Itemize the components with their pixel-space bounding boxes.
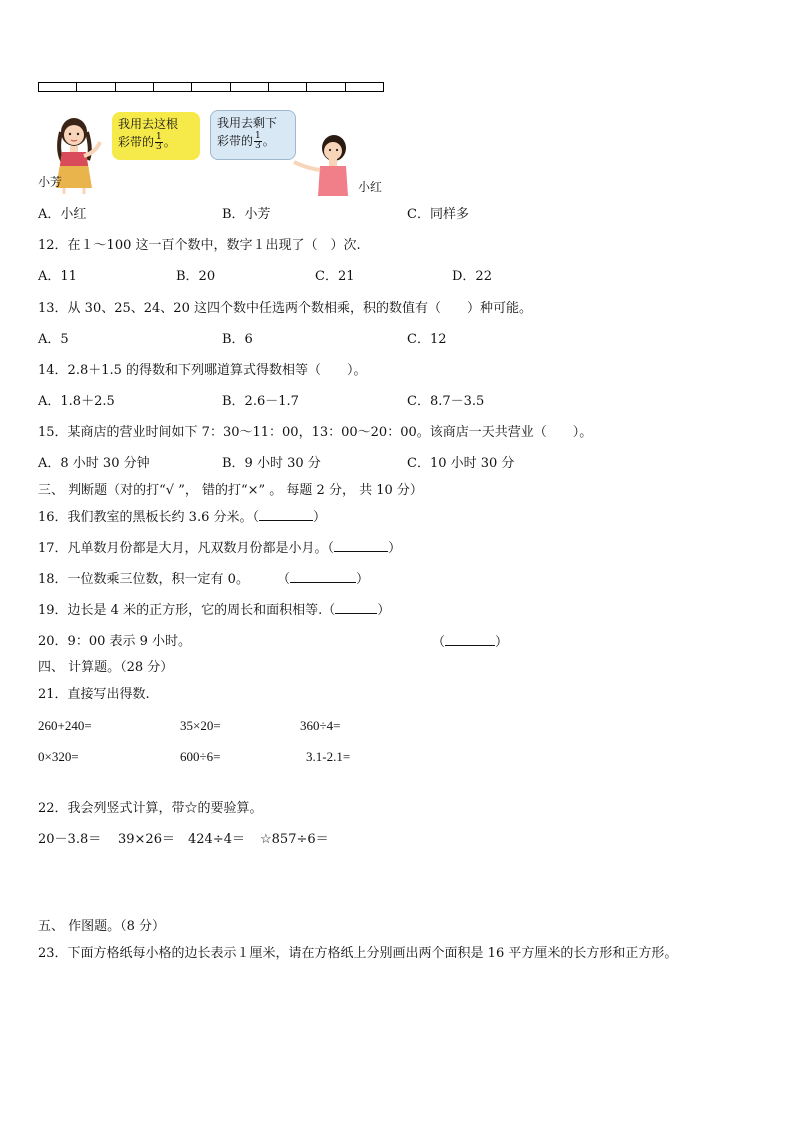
q22-item-1: 20－3.8＝ (38, 832, 102, 847)
q18-text: 18．一位数乘三位数，积一定有 0。 (38, 572, 249, 587)
q12-text: 12．在１～100 这一百个数中，数字１出现了（ ）次. (38, 238, 361, 253)
q11-option-a: A．小红 (38, 207, 87, 222)
q21-text: 21．直接写出得数. (38, 687, 150, 702)
bubble-right-line2: 彩带的 $\frac{1}{3}$ 。 (217, 131, 275, 151)
q15-option-b: B．9 小时 30 分 (222, 456, 321, 471)
q11-option-c: C．同样多 (407, 207, 469, 222)
section-4-heading: 四、 计算题。（28 分） (38, 660, 174, 675)
q23-text: 23．下面方格纸每小格的边长表示１厘米，请在方格纸上分别画出两个面积是 16 平方厘米的长方形和正方形。 (38, 946, 678, 961)
q19-text: 19．边长是 4 米的正方形，它的周长和面积相等. (38, 603, 323, 618)
q14-option-c: C．8.7－3.5 (407, 394, 485, 409)
q21-r1-c3: 360÷4= (300, 718, 341, 733)
q15-text: 15．某商店的营业时间如下 7：30～11：00，13：00～20：00。该商店一天共营业（ ）。 (38, 425, 593, 440)
q22-item-4: ☆857÷6＝ (260, 832, 329, 847)
q22-item-3: 424÷4＝ (188, 832, 245, 847)
q12-option-a: A．11 (38, 269, 77, 284)
q20-answer-blank[interactable] (445, 633, 495, 646)
q14-text: 14．2.8＋1.5 的得数和下列哪道算式得数相等（ ）。 (38, 363, 367, 378)
q19-answer-blank[interactable] (335, 601, 377, 614)
q16-row: 16．我们教室的黑板长约 3.6 分米。（ ） (38, 510, 327, 525)
q17-row: 17．凡单数月份都是大月，凡双数月份都是小月。（ ） (38, 541, 402, 556)
q12-option-d: D．22 (452, 269, 492, 284)
q21-r1-c1: 260+240= (38, 718, 92, 733)
q18-row: 18．一位数乘三位数，积一定有 0。 （ ） (38, 572, 369, 587)
section-3-heading: 三、 判断题（对的打“√ ”， 错的打“×” 。 每题 2 分， 共 10 分） (38, 483, 423, 498)
bubble-left-line2: 彩带的 $\frac{1}{3}$ 。 (118, 132, 176, 152)
girl-xiaohong-illustration (288, 132, 358, 196)
section-5-heading: 五、 作图题。（8 分） (38, 919, 166, 934)
q12-option-b: B．20 (176, 269, 216, 284)
q18-answer-blank[interactable] (290, 570, 356, 583)
q17-text: 17．凡单数月份都是大月，凡双数月份都是小月。 (38, 541, 328, 556)
q20-text: 20．9：00 表示 9 小时。 (38, 634, 192, 649)
q17-answer-blank[interactable] (334, 539, 388, 552)
q11-option-b: B．小芳 (222, 207, 271, 222)
q21-r2-c2: 600÷6= (180, 749, 221, 764)
q21-r1-c2: 35×20= (180, 718, 221, 733)
fraction: $\frac{1}{3}$ (255, 131, 261, 151)
q16-answer-blank[interactable] (259, 508, 313, 521)
q22-text: 22．我会列竖式计算，带☆的要验算。 (38, 801, 263, 816)
speech-bubble-left (112, 112, 200, 160)
q14-option-b: B．2.6－1.7 (222, 394, 299, 409)
q13-option-a: A．5 (38, 332, 69, 347)
q20-answer: （ ） (432, 635, 509, 650)
q13-text: 13．从 30、25、24、20 这四个数中任选两个数相乘，积的数值有（ ）种可能。 (38, 301, 532, 316)
q22-item-2: 39×26＝ (118, 832, 175, 847)
q15-option-a: A．8 小时 30 分钟 (38, 456, 150, 471)
q21-r2-c3: 3.1-2.1= (306, 749, 351, 764)
grid-strip (38, 82, 384, 92)
bubble-right-line1: 我用去剩下 (217, 116, 278, 130)
q12-option-c: C．21 (315, 269, 355, 284)
name-xiaohong: 小红 (358, 180, 383, 194)
q15-option-c: C．10 小时 30 分 (407, 456, 515, 471)
speech-bubble-right (210, 110, 296, 160)
q13-option-b: B．6 (222, 332, 253, 347)
name-xiaofang: 小芳 (38, 175, 63, 189)
q19-row: 19．边长是 4 米的正方形，它的周长和面积相等.（ ） (38, 603, 391, 618)
bubble-left-line1: 我用去这根 (118, 117, 179, 131)
fraction: $\frac{1}{3}$ (156, 132, 162, 152)
q16-text: 16．我们教室的黑板长约 3.6 分米。 (38, 510, 253, 525)
q13-option-c: C．12 (407, 332, 447, 347)
q21-r2-c1: 0×320= (38, 749, 79, 764)
q14-option-a: A．1.8＋2.5 (38, 394, 115, 409)
